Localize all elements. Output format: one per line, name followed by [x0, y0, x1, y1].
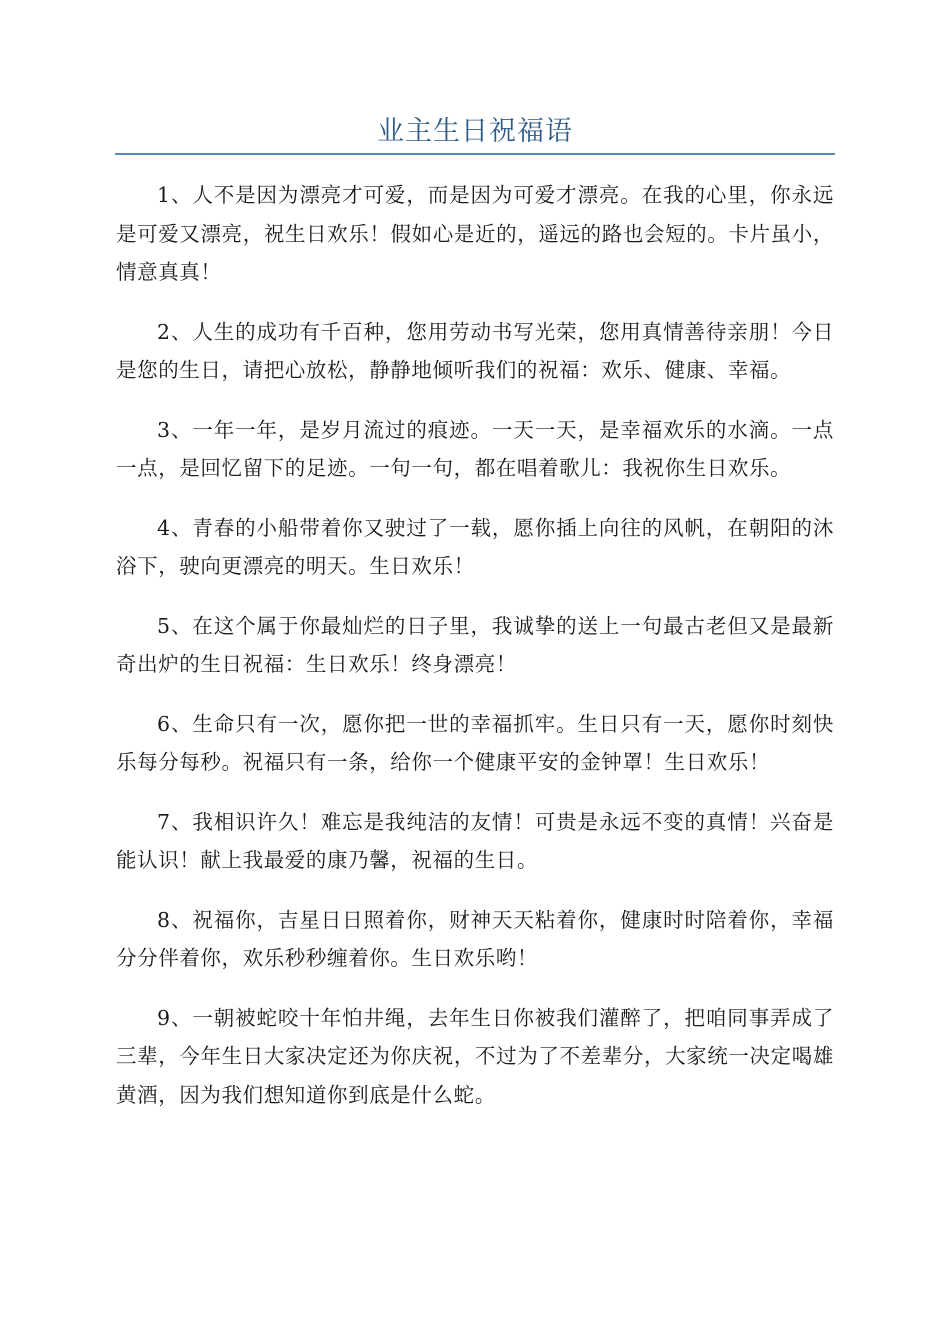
document-body	[116, 176, 834, 1135]
paragraph-6: 6、生命只有一次，愿你把一世的幸福抓牢。生日只有一天，愿你时刻快乐每分每秒。祝福只有一条，给你一个健康平安的金钟罩！生日欢乐！	[116, 711, 834, 774]
paragraph-8: 8、祝福你，吉星日日照着你，财神天天粘着你，健康时时陪着你，幸福分分伴着你，欢乐秒秒缠着你。生日欢乐哟！	[116, 907, 834, 970]
paragraph-9: 9、一朝被蛇咬十年怕井绳，去年生日你被我们灌醉了，把咱同事弄成了三辈，今年生日大家决定还为你庆祝，不过为了不差辈分，大家统一决定喝雄黄酒，因为我们想知道你到底是什么蛇。	[116, 1005, 834, 1107]
title-underline	[115, 153, 835, 155]
paragraph-2: 2、人生的成功有千百种，您用劳动书写光荣，您用真情善待亲朋！今日是您的生日，请把心放松，静静地倾听我们的祝福：欢乐、健康、幸福。	[116, 319, 834, 382]
paragraph-1: 1、人不是因为漂亮才可爱，而是因为可爱才漂亮。在我的心里，你永远是可爱又漂亮，祝生日欢乐！假如心是近的，遥远的路也会短的。卡片虽小，情意真真！	[116, 183, 834, 284]
paragraph-5: 5、在这个属于你最灿烂的日子里，我诚挚的送上一句最古老但又是最新奇出炉的生日祝福：生日欢乐！终身漂亮！	[116, 613, 834, 676]
paragraph-3: 3、一年一年，是岁月流过的痕迹。一天一天，是幸福欢乐的水滴。一点一点，是回忆留下的足迹。一句一句，都在唱着歌儿：我祝你生日欢乐。	[116, 417, 834, 480]
paragraph-4: 4、青春的小船带着你又驶过了一载，愿你插上向往的风帆，在朝阳的沐浴下，驶向更漂亮的明天。生日欢乐！	[116, 515, 834, 578]
page-title: 业主生日祝福语	[377, 116, 573, 147]
paragraph-7: 7、我相识许久！难忘是我纯洁的友情！可贵是永远不变的真情！兴奋是能认识！献上我最爱的康乃馨，祝福的生日。	[116, 809, 834, 872]
